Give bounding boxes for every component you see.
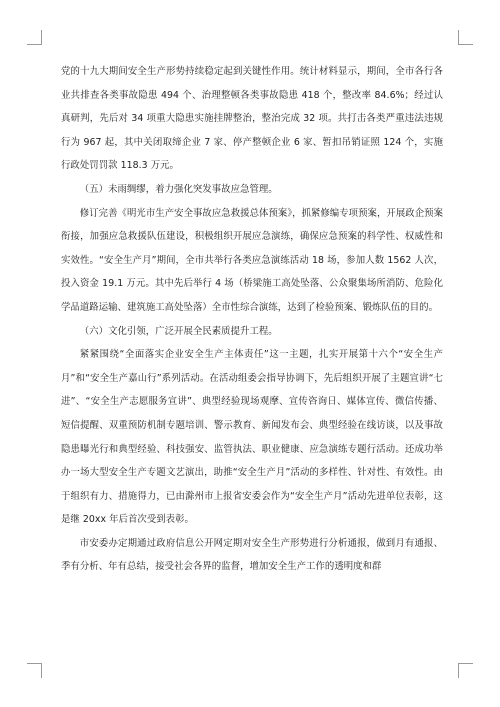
document-body xyxy=(61,60,443,579)
paragraph-statistics: 党的十九大期间安全生产形势持续稳定起到关键性作用。统计材料显示，期间，全市各行各业共排查各类事故隐患 494 个、治理整顿各类事故隐患 418 个，整改率 84.6%；经过认真研判，先后对 34 项重大隐患实施挂牌整治，整治完成 32 项。共打击各类严重违法违规行为 967 起，其中关闭取缔企业 7 家、停产整顿企业 6 家、暂扣吊销证照 124 个，实施行政处罚罚款 118.3 万元。 xyxy=(61,66,443,172)
crop-mark-top-right xyxy=(458,30,473,45)
crop-mark-bottom-right xyxy=(458,663,473,678)
crop-mark-bottom-left xyxy=(27,663,42,678)
paragraph-information-disclosure: 市安委办定期通过政府信息公开网定期对安全生产形势进行分析通报，做到月有通报、季有分析、年有总结，接受社会各界的监督，增加安全生产工作的透明度和群 xyxy=(61,537,443,573)
section-heading-six: （六）文化引领，广泛开展全民素质提升工程。 xyxy=(79,325,278,337)
section-heading-five: （五）未雨绸缪，着力强化突发事故应急管理。 xyxy=(79,183,278,195)
crop-mark-top-left xyxy=(27,30,42,45)
paragraph-emergency-plans: 修订完善《明光市生产安全事故应急救援总体预案》，抓紧修编专项预案，开展政企预案衔接，加强应急救援队伍建设，积极组织开展应急演练，确保应急预案的科学性、权威性和实效性。“安全生产月”期间，全市共举行各类应急演练活动 18 场，参加人数 1562 人次，投入资金 19.1 万元。其中先后举行 4 场（桥梁施工高处坠落、公众聚集场所消防、危险化学品道路运输、建筑施工高处坠落）全市性综合演练，达到了检验预案、锻炼队伍的目的。 xyxy=(61,207,443,313)
paragraph-safety-month: 紧紧围绕“全面落实企业安全生产主体责任”这一主题，扎实开展第十六个“安全生产月”和“安全生产嘉山行”系列活动。在活动组委会指导协调下，先后组织开展了主题宣讲“七进”、“安全生产志愿服务宣讲”、典型经验现场观摩、宣传咨询日、媒体宣传、微信传播、短信提醒、双重预防机制专题培训、警示教育、新闻发布会、典型经验在线访谈，以及事故隐患曝光行和典型经验、科技强安、监管执法、职业健康、应急演练专题行活动。还成功举办一场大型安全生产专题文艺演出，助推“安全生产月”活动的多样性、针对性、有效性。由于组织有力、措施得力，已由滁州市上报省安委会作为“安全生产月”活动先进单位表彰，这是继 20xx 年后首次受到表彰。 xyxy=(61,349,443,526)
